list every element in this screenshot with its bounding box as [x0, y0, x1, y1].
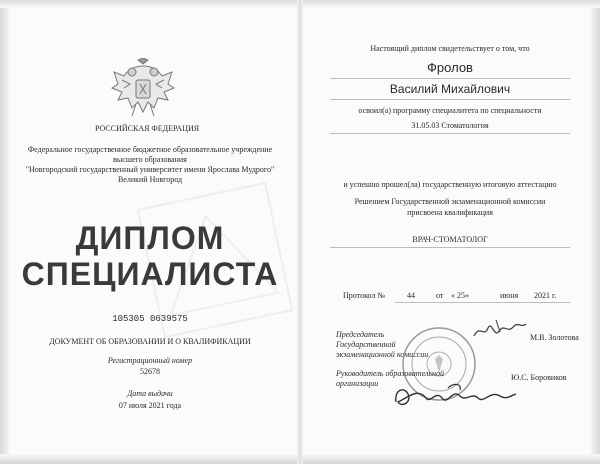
document-type: ДОКУМЕНТ ОБ ОБРАЗОВАНИИ И О КВАЛИФИКАЦИИ: [49, 337, 251, 346]
country-label: РОССИЙСКАЯ ФЕДЕРАЦИЯ: [95, 124, 200, 133]
protocol-label: Протокол №: [343, 291, 386, 300]
chair-signature-icon: [470, 316, 530, 346]
chair-name: М.В. Золотова: [530, 333, 579, 342]
program-text: освоил(а) программу специалитета по специальности: [358, 106, 542, 115]
diploma-title-line-1: ДИПЛОМ: [75, 220, 225, 256]
decision-line-2: присвоена квалификация: [407, 208, 493, 217]
head-label-2: организации: [336, 379, 379, 388]
attestation-text: и успешно прошел(ла) государственную итоговую аттестацию: [343, 180, 557, 189]
specialty-underline: [330, 133, 570, 134]
institution-line-1: Федеральное государственное бюджетное образовательное учреждение: [27, 145, 273, 154]
protocol-number: 44: [407, 291, 415, 300]
chair-label-1: Председатель: [336, 330, 385, 339]
serial-number: 105305 0639575: [112, 314, 188, 324]
protocol-from: от: [436, 291, 444, 300]
institution-line-4: Великий Новгород: [117, 175, 183, 184]
protocol-month: июня: [500, 291, 519, 300]
head-name: Ю.С. Боровиков: [511, 373, 567, 382]
intro-text: Настоящий диплом свидетельствует о том, что: [370, 44, 530, 53]
surname-underline: [330, 78, 570, 79]
issue-date-label: Дата выдачи: [127, 389, 173, 398]
institution-line-2: высшего образования: [113, 155, 187, 164]
head-signature-icon: [390, 378, 520, 414]
institution-line-3: "Новгородский государственный университет имени Ярослава Мудрого": [25, 165, 275, 174]
registration-number: 52678: [140, 367, 160, 376]
issue-date: 07 июля 2021 года: [118, 401, 182, 410]
graduate-name: Василий Михайлович: [389, 82, 511, 96]
chair-label-2: Государственной: [336, 340, 396, 349]
decision-line-1: Решением Государственной экзаменационной комиссии: [354, 197, 546, 206]
qualification: ВРАЧ-СТОМАТОЛОГ: [412, 235, 488, 244]
head-label-1: Руководитель образовательной: [336, 369, 445, 378]
chair-label-3: экзаменационной комиссии: [336, 350, 429, 359]
registration-label: Регистрационный номер: [107, 356, 193, 365]
page-edge-right: [590, 0, 600, 464]
protocol-underline: [395, 302, 570, 303]
protocol-year: 2021 г.: [534, 291, 557, 300]
page-edge-left: [0, 0, 10, 464]
center-fold: [297, 0, 303, 464]
qualification-underline: [330, 247, 570, 248]
graduate-surname: Фролов: [427, 60, 473, 75]
coat-of-arms-icon: [110, 58, 176, 120]
protocol-day: « 25»: [451, 291, 469, 300]
name-underline: [330, 99, 570, 100]
specialty: 31.05.03 Стоматология: [411, 121, 489, 130]
diploma-title-line-2: СПЕЦИАЛИСТА: [21, 256, 279, 292]
